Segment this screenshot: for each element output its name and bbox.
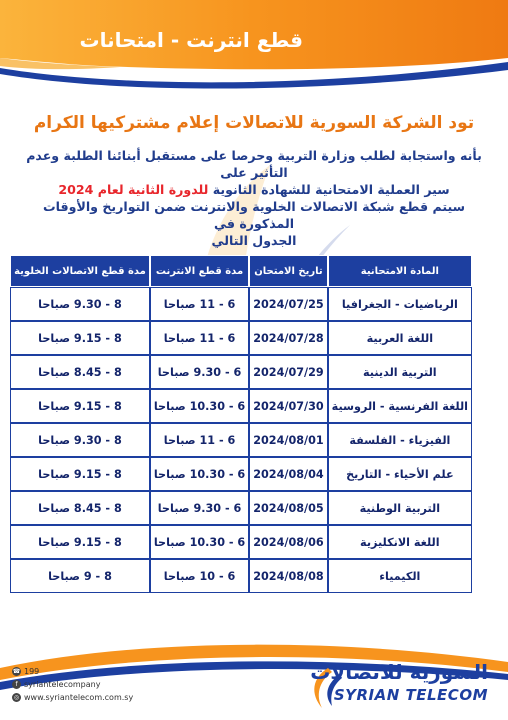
body-line-2 — [26, 181, 482, 198]
cell-subject: التربية الدينية — [328, 355, 472, 389]
body-line-2-text: سير العملية الامتحانية للشهادة الثانوية — [208, 182, 450, 197]
cell-cellular-cut: 8 - 9 صباحا — [10, 559, 150, 593]
body-line-2-highlight: للدورة الثانية لعام 2024 — [58, 182, 209, 197]
announcement-body — [26, 147, 482, 249]
cell-date: 2024/07/25 — [249, 287, 327, 321]
cell-subject: الفيزياء - الفلسفة — [328, 423, 472, 457]
phone-row — [12, 665, 133, 678]
table-row — [10, 525, 472, 559]
website-row — [12, 691, 133, 704]
cell-date: 2024/08/05 — [249, 491, 327, 525]
social-row — [12, 678, 133, 691]
exam-schedule-table — [14, 255, 472, 593]
cell-date: 2024/07/30 — [249, 389, 327, 423]
logo-arabic-text: السورية للاتصالات — [310, 660, 488, 684]
header-subject: المادة الامتحانية — [328, 255, 472, 287]
header-date: تاريخ الامتحان — [249, 255, 327, 287]
cell-internet-cut: 6 - 11 صباحا — [150, 321, 249, 355]
cell-date: 2024/08/01 — [249, 423, 327, 457]
globe-icon: ◎ — [13, 694, 20, 701]
header-internet-cut: مدة قطع الانترنت — [150, 255, 249, 287]
cell-subject: اللغة العربية — [328, 321, 472, 355]
cell-date: 2024/08/06 — [249, 525, 327, 559]
cell-subject: الرياضيات - الجغرافيا — [328, 287, 472, 321]
table-row — [10, 423, 472, 457]
cell-subject: الكيمياء — [328, 559, 472, 593]
cell-internet-cut: 6 - 9.30 صباحا — [150, 491, 249, 525]
cell-cellular-cut: 8 - 9.15 صباحا — [10, 321, 150, 355]
body-line-1: بأنه واستجابة لطلب وزارة التربية وحرصا على مستقبل أبنائنا الطلبة وعدم التأثير على — [26, 148, 482, 180]
table-row — [10, 355, 472, 389]
contact-info — [12, 665, 133, 704]
cell-date: 2024/08/08 — [249, 559, 327, 593]
cell-internet-cut: 6 - 10.30 صباحا — [150, 389, 249, 423]
cell-subject: اللغة الفرنسية - الروسية — [328, 389, 472, 423]
website-link[interactable]: www.syriantelecom.com.sy — [24, 693, 134, 702]
cell-subject: علم الأحياء - التاريخ — [328, 457, 472, 491]
table-row — [10, 491, 472, 525]
cell-cellular-cut: 8 - 8.45 صباحا — [10, 355, 150, 389]
cell-internet-cut: 6 - 11 صباحا — [150, 287, 249, 321]
table-row — [10, 321, 472, 355]
table-row — [10, 559, 472, 593]
table-row — [10, 287, 472, 321]
cell-internet-cut: 6 - 11 صباحا — [150, 423, 249, 457]
cell-internet-cut: 6 - 9.30 صباحا — [150, 355, 249, 389]
phone-icon: ☎ — [12, 668, 21, 675]
cell-cellular-cut: 8 - 9.30 صباحا — [10, 287, 150, 321]
cell-date: 2024/07/28 — [249, 321, 327, 355]
header-title: قطع انترنت - امتحانات — [79, 28, 303, 52]
cell-subject: اللغة الانكليزية — [328, 525, 472, 559]
table-row — [10, 389, 472, 423]
table-header-row — [10, 255, 472, 287]
cell-date: 2024/07/29 — [249, 355, 327, 389]
cell-internet-cut: 6 - 10.30 صباحا — [150, 457, 249, 491]
cell-subject: التربية الوطنية — [328, 491, 472, 525]
cell-internet-cut: 6 - 10.30 صباحا — [150, 525, 249, 559]
cell-cellular-cut: 8 - 9.15 صباحا — [10, 525, 150, 559]
cell-cellular-cut: 8 - 8.45 صباحا — [10, 491, 150, 525]
cell-internet-cut: 6 - 10 صباحا — [150, 559, 249, 593]
table-row — [10, 457, 472, 491]
logo-english-text: SYRIAN TELECOM — [333, 686, 488, 704]
facebook-icon: f — [12, 680, 21, 689]
cell-cellular-cut: 8 - 9.30 صباحا — [10, 423, 150, 457]
cell-cellular-cut: 8 - 9.15 صباحا — [10, 389, 150, 423]
phone-number: 199 — [24, 667, 40, 676]
social-handle[interactable]: syriantelecompany — [24, 680, 101, 689]
header-cellular-cut: مدة قطع الاتصالات الخلوية — [10, 255, 150, 287]
cell-cellular-cut: 8 - 9.15 صباحا — [10, 457, 150, 491]
headline: تود الشركة السورية للاتصالات إعلام مشتركيها الكرام — [33, 113, 475, 133]
cell-date: 2024/08/04 — [249, 457, 327, 491]
body-line-3: سيتم قطع شبكة الاتصالات الخلوية والانترنت ضمن التواريخ والأوقات المذكورة في — [42, 199, 465, 231]
syrian-telecom-logo — [308, 660, 488, 710]
body-line-4: الجدول التالي — [211, 233, 297, 248]
